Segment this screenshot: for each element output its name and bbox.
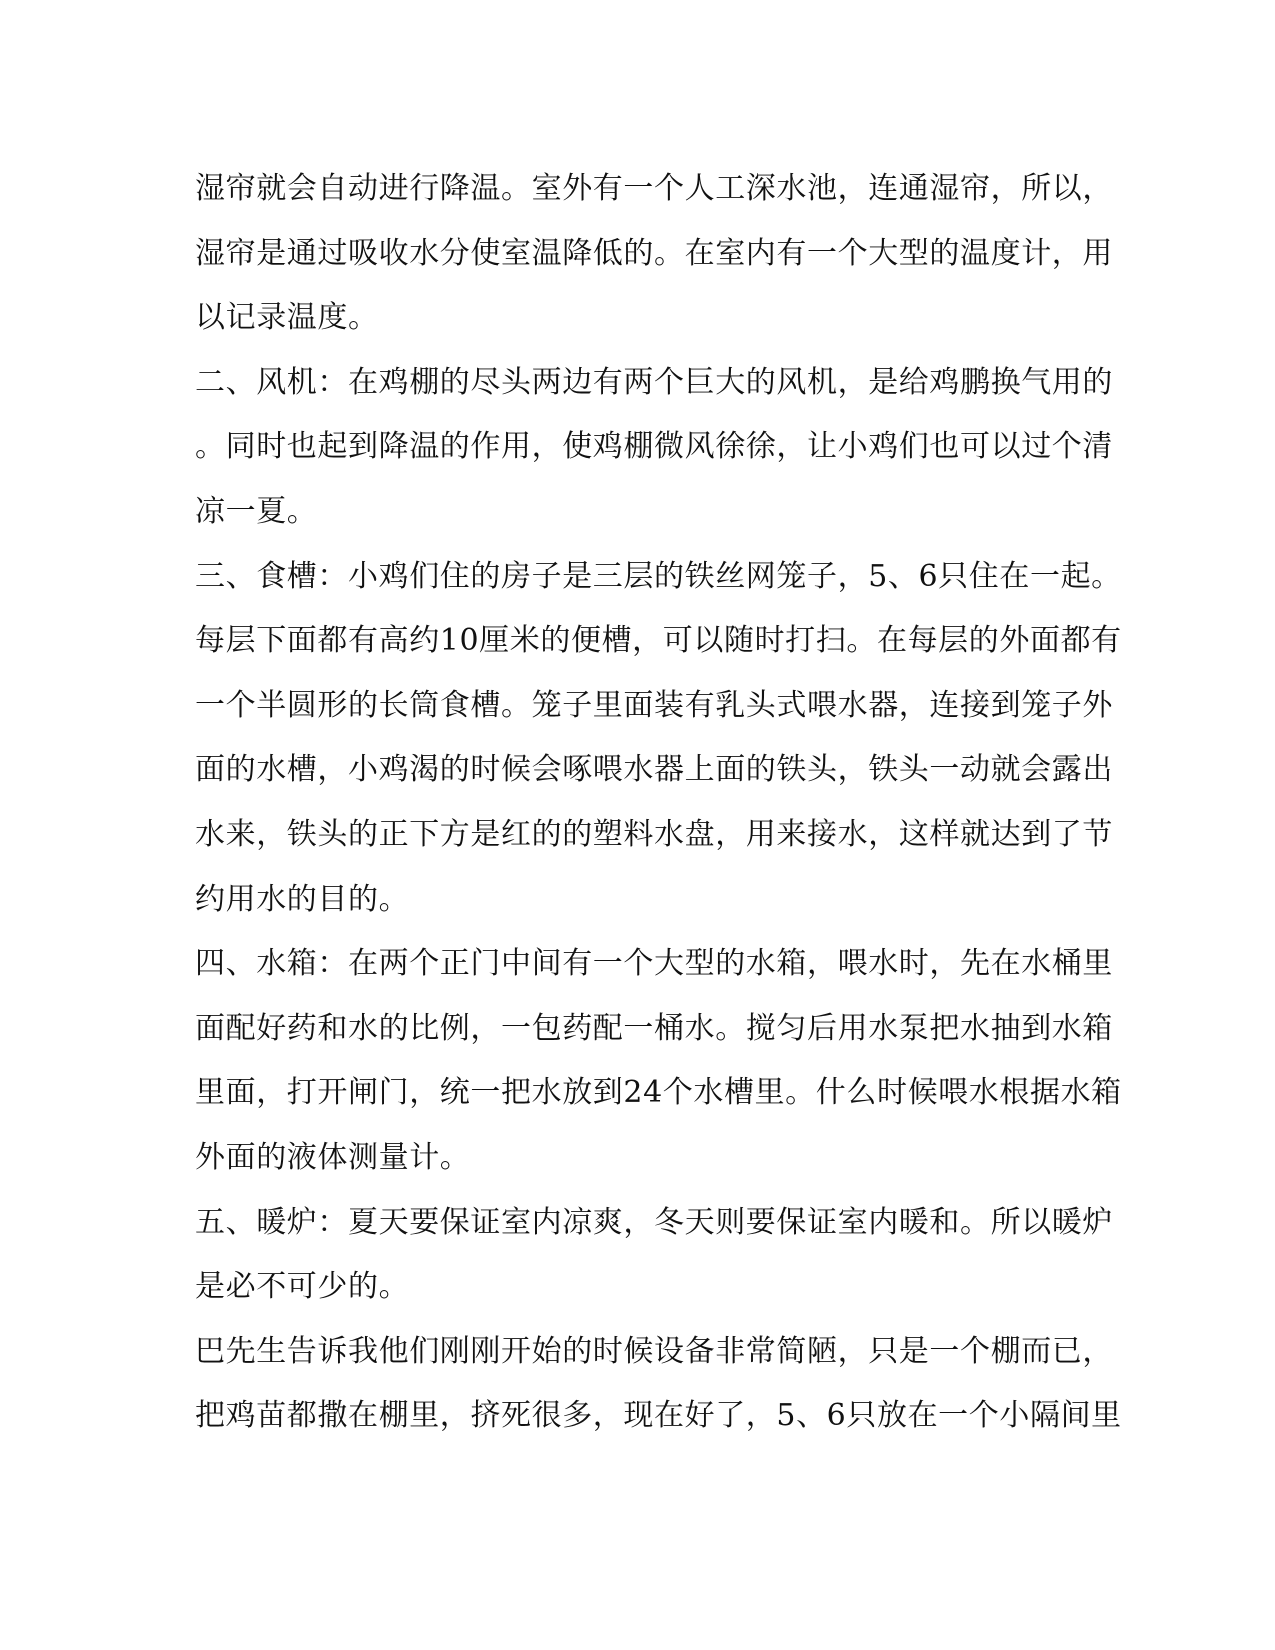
body-text: [195, 157, 1122, 1449]
text-line: 把鸡苗都撒在棚里，挤死很多，现在好了，5、6只放在一个小隔间里: [195, 1398, 1122, 1434]
text-line: 一个半圆形的长筒食槽。笼子里面装有乳头式喂水器，连接到笼子外: [195, 687, 1113, 723]
text-line: 水来，铁头的正下方是红的的塑料水盘，用来接水，这样就达到了节: [195, 816, 1113, 852]
text-line: 湿帘是通过吸收水分使室温降低的。在室内有一个大型的温度计，用: [195, 235, 1113, 271]
text-line: 面配好药和水的比例，一包药配一桶水。搅匀后用水泵把水抽到水箱: [195, 1010, 1113, 1046]
text-line: 。同时也起到降温的作用，使鸡棚微风徐徐，让小鸡们也可以过个清: [195, 429, 1113, 465]
text-line: 巴先生告诉我他们刚刚开始的时候设备非常简陋，只是一个棚而已，: [195, 1333, 1113, 1369]
text-line: 五、暖炉：夏天要保证室内凉爽，冬天则要保证室内暖和。所以暖炉: [195, 1204, 1113, 1240]
text-line: 四、水箱：在两个正门中间有一个大型的水箱，喂水时，先在水桶里: [195, 946, 1113, 982]
text-line: 面的水槽，小鸡渴的时候会啄喂水器上面的铁头，铁头一动就会露出: [195, 752, 1113, 788]
text-line: 里面，打开闸门，统一把水放到24个水槽里。什么时候喂水根据水箱: [195, 1075, 1122, 1111]
text-line: 以记录温度。: [195, 300, 379, 336]
text-line: 外面的液体测量计。: [195, 1139, 471, 1175]
text-line: 湿帘就会自动进行降温。室外有一个人工深水池，连通湿帘，所以，: [195, 171, 1113, 206]
text-line: 二、风机：在鸡棚的尽头两边有两个巨大的风机，是给鸡鹏换气用的: [195, 364, 1113, 400]
text-line: 是必不可少的。: [195, 1269, 410, 1305]
text-line: 三、食槽：小鸡们住的房子是三层的铁丝网笼子，5、6只住在一起。: [195, 558, 1122, 594]
text-line: 约用水的目的。: [195, 881, 410, 917]
text-line: 凉一夏。: [195, 493, 318, 529]
text-line: 每层下面都有高约10厘米的便槽，可以随时打扫。在每层的外面都有: [195, 623, 1122, 659]
